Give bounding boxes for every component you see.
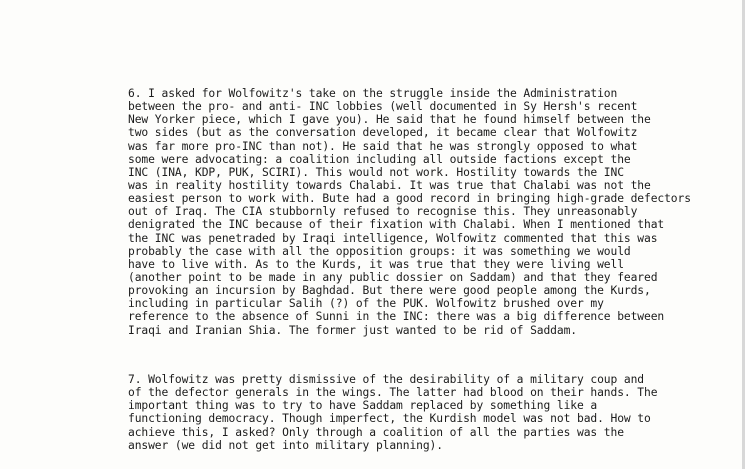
text-line: probably the case with all the opposition groups: it was something we would	[128, 244, 631, 258]
paragraph-7	[128, 373, 728, 452]
text-line: denigrated the INC because of their fixation with Chalabi. When I mentioned that	[128, 218, 665, 232]
text-line: (another point to be made in any public dossier on Saddam) and that they feared	[128, 270, 658, 284]
text-line: important thing was to try to have Saddam replaced by something like a	[128, 399, 598, 413]
text-line: provoking an incursion by Baghdad. But there were good people among the Kurds,	[128, 284, 651, 298]
text-line: the INC was penetraded by Iraqi intelligence, Wolfowitz commented that this was	[128, 231, 658, 245]
text-line: Iraqi and Iranian Shia. The former just wanted to be rid of Saddam.	[128, 323, 577, 337]
text-line: out of Iraq. The CIA stubbornly refused to recognise this. They unreasonably	[128, 205, 638, 219]
text-line: have to live with. As to the Kurds, it was true that they were living well	[128, 257, 624, 271]
text-line: 6. I asked for Wolfowitz's take on the struggle inside the Administration	[128, 87, 618, 100]
text-line: was far more pro-INC than not). He said that he was strongly opposed to what	[128, 139, 638, 153]
text-line: INC (INA, KDP, PUK, SCIRI). This would not work. Hostility towards the INC	[128, 165, 624, 179]
text-line: achieve this, I asked? Only through a coalition of all the parties was the	[128, 425, 624, 439]
text-line: was in reality hostility towards Chalabi. It was true that Chalabi was not the	[128, 178, 651, 192]
text-line: New Yorker piece, which I gave you). He said that he found himself between the	[128, 113, 651, 127]
text-line: 7. Wolfowitz was pretty dismissive of the desirability of a military coup and	[128, 373, 645, 386]
text-line: of the defector generals in the wings. The latter had blood on their hands. The	[128, 386, 658, 400]
text-line: some were advocating: a coalition including all outside factions except the	[128, 152, 631, 166]
text-line: two sides (but as the conversation developed, it became clear that Wolfowitz	[128, 126, 638, 140]
text-line: functioning democracy. Though imperfect, the Kurdish model was not bad. How to	[128, 412, 651, 426]
text-line: reference to the absence of Sunni in the INC: there was a big difference between	[128, 310, 665, 324]
paragraph-6	[128, 87, 728, 337]
text-line: between the pro- and anti- INC lobbies (well documented in Sy Hersh's recent	[128, 100, 638, 114]
text-line: including in particular Salih (?) of the PUK. Wolfowitz brushed over my	[128, 297, 604, 311]
text-line: answer (we did not get into military planning).	[128, 438, 443, 452]
text-line: easiest person to work with. Bute had a good record in bringing high-grade defectors	[128, 192, 691, 206]
